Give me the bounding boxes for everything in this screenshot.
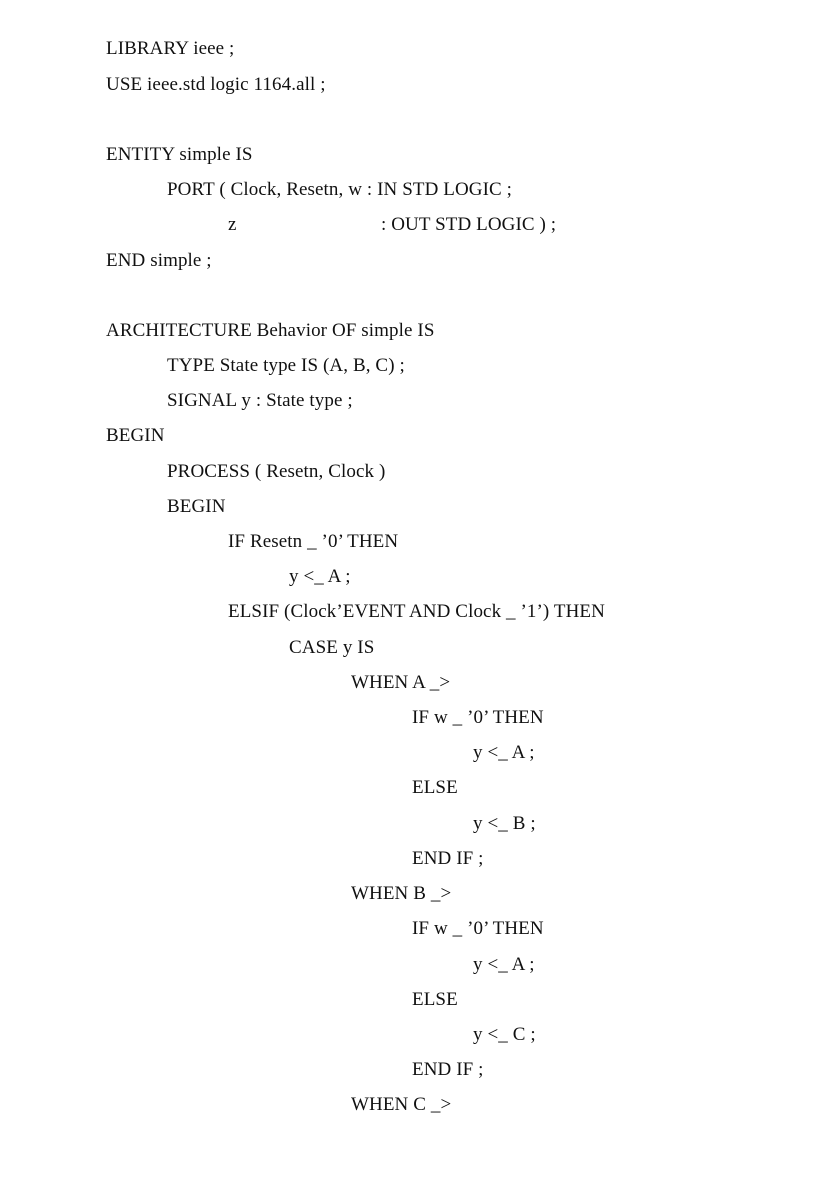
code-line-if-w-a: IF w _ ’0’ THEN: [412, 707, 544, 728]
code-line-end-entity: END simple ;: [106, 250, 212, 271]
code-line-assign-b: y <_ B ;: [473, 813, 536, 834]
code-line-assign-a-2: y <_ A ;: [473, 954, 535, 975]
code-line-case: CASE y IS: [289, 637, 375, 658]
code-line-end-if-b: END IF ;: [412, 1059, 484, 1080]
code-line-end-if-a: END IF ;: [412, 848, 484, 869]
code-line-type: TYPE State type IS (A, B, C) ;: [167, 355, 405, 376]
code-line-library: LIBRARY ieee ;: [106, 38, 235, 59]
code-line-elsif-clock: ELSIF (Clock’EVENT AND Clock _ ’1’) THEN: [228, 601, 605, 622]
code-line-when-c: WHEN C _>: [351, 1094, 452, 1115]
code-line-assign-c: y <_ C ;: [473, 1024, 536, 1045]
code-line-port-z-type: : OUT STD LOGIC ) ;: [381, 214, 557, 235]
code-line-process-begin: BEGIN: [167, 496, 226, 517]
code-line-if-resetn: IF Resetn _ ’0’ THEN: [228, 531, 399, 552]
code-line-else-b: ELSE: [412, 989, 458, 1010]
code-line-when-b: WHEN B _>: [351, 883, 452, 904]
code-line-entity: ENTITY simple IS: [106, 144, 253, 165]
code-line-else-a: ELSE: [412, 777, 458, 798]
code-line-signal: SIGNAL y : State type ;: [167, 390, 353, 411]
code-line-port: PORT ( Clock, Resetn, w : IN STD LOGIC ;: [167, 179, 513, 200]
code-line-assign-a-1: y <_ A ;: [473, 742, 535, 763]
code-line-if-w-b: IF w _ ’0’ THEN: [412, 918, 544, 939]
code-line-reset-assign: y <_ A ;: [289, 566, 351, 587]
code-line-port-z: z: [228, 214, 237, 235]
code-line-architecture: ARCHITECTURE Behavior OF simple IS: [106, 320, 435, 341]
code-line-use: USE ieee.std logic 1164.all ;: [106, 74, 326, 95]
code-line-process: PROCESS ( Resetn, Clock ): [167, 461, 386, 482]
code-line-when-a: WHEN A _>: [351, 672, 451, 693]
code-line-begin: BEGIN: [106, 425, 165, 446]
